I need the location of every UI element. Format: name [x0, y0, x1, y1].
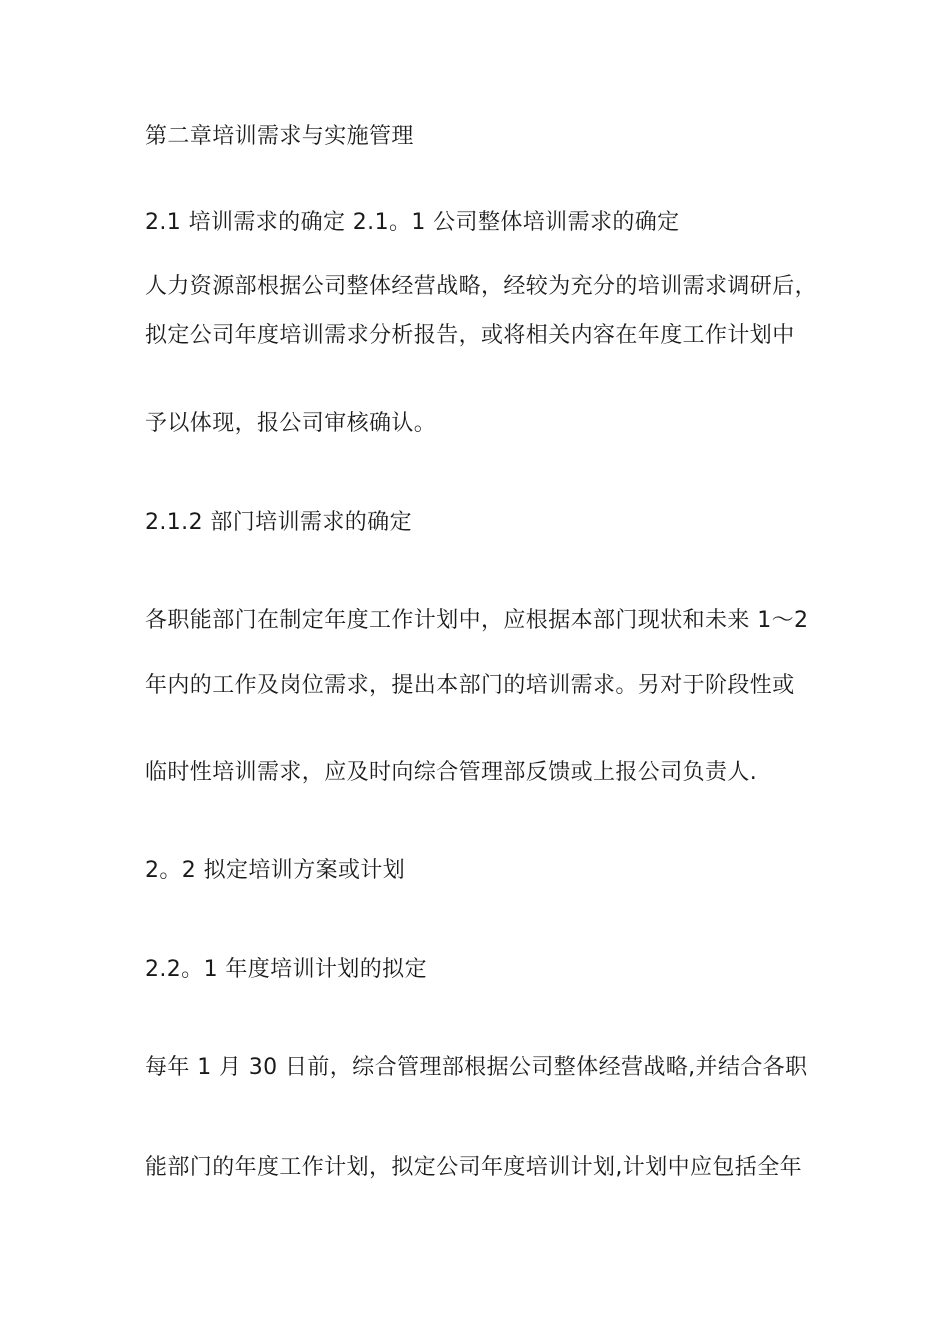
- paragraph-line: 拟定公司年度培训需求分析报告，或将相关内容在年度工作计划中: [145, 323, 795, 348]
- paragraph-line: 人力资源部根据公司整体经营战略，经较为充分的培训需求调研后，: [145, 274, 818, 299]
- paragraph-line: 能部门的年度工作计划，拟定公司年度培训计划,计划中应包括全年: [145, 1155, 802, 1180]
- paragraph-line: 每年 1 月 30 日前，综合管理部根据公司整体经营战略,并结合各职: [145, 1055, 808, 1080]
- paragraph-line: 年内的工作及岗位需求，提出本部门的培训需求。另对于阶段性或: [145, 673, 795, 698]
- section-heading-2-1-2: 2.1.2 部门培训需求的确定: [145, 510, 412, 535]
- chapter-title: 第二章培训需求与实施管理: [145, 124, 414, 149]
- section-heading-2-1: 2.1 培训需求的确定 2.1。1 公司整体培训需求的确定: [145, 210, 680, 235]
- paragraph-line: 予以体现，报公司审核确认。: [145, 411, 437, 436]
- paragraph-line: 临时性培训需求，应及时向综合管理部反馈或上报公司负责人.: [145, 760, 758, 785]
- section-heading-2-2: 2。2 拟定培训方案或计划: [145, 858, 406, 883]
- paragraph-line: 各职能部门在制定年度工作计划中，应根据本部门现状和未来 1～2: [145, 608, 809, 633]
- section-heading-2-2-1: 2.2。1 年度培训计划的拟定: [145, 957, 427, 982]
